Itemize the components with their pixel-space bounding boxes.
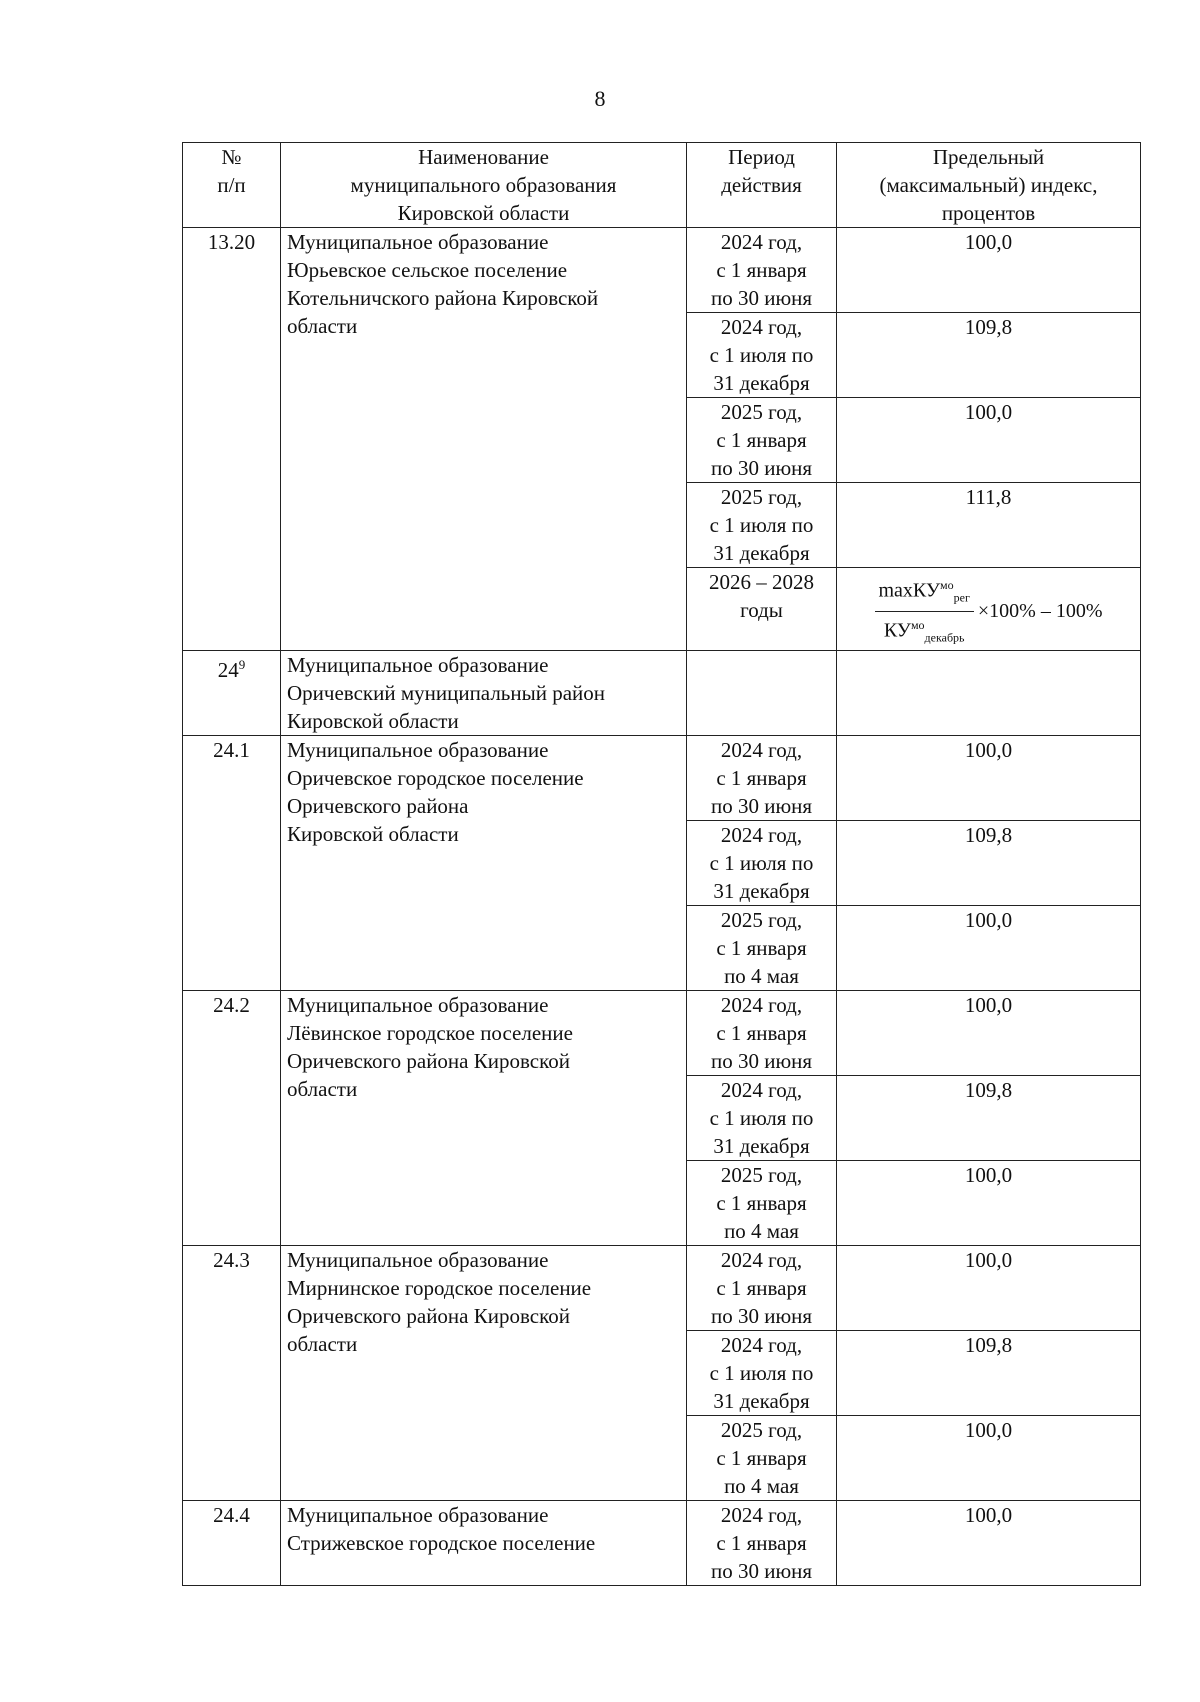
municipality-name: Муниципальное образование Юрьевское сельское поселение Котельничского района Кировской области: [281, 228, 687, 651]
table-row: [183, 1501, 1141, 1586]
index-value: 109,8: [837, 313, 1141, 398]
period-cell: 2024 год, с 1 июля по 31 декабря: [687, 821, 837, 906]
header-period: Период действия: [687, 143, 837, 228]
period-cell: 2024 год, с 1 июля по 31 декабря: [687, 313, 837, 398]
index-value: 109,8: [837, 1331, 1141, 1416]
index-value: 100,0: [837, 991, 1141, 1076]
period-cell: 2024 год, с 1 января по 30 июня: [687, 1246, 837, 1331]
period-cell: 2024 год, с 1 января по 30 июня: [687, 228, 837, 313]
row-number: 24.3: [183, 1246, 281, 1501]
row-number: 24.4: [183, 1501, 281, 1586]
index-value: 109,8: [837, 1076, 1141, 1161]
index-value: 111,8: [837, 483, 1141, 568]
formula-numerator-sup: мо: [940, 578, 954, 592]
index-value: 100,0: [837, 1501, 1141, 1586]
index-value: 109,8: [837, 821, 1141, 906]
municipality-name: Муниципальное образование Оричевский муниципальный район Кировской области: [281, 651, 687, 736]
municipality-name: Муниципальное образование Оричевское городское поселение Оричевского района Кировской области: [281, 736, 687, 991]
municipality-name: Муниципальное образование Лёвинское городское поселение Оричевского района Кировской области: [281, 991, 687, 1246]
header-number: № п/п: [183, 143, 281, 228]
period-cell: 2024 год, с 1 января по 30 июня: [687, 991, 837, 1076]
row-number: 24.2: [183, 991, 281, 1246]
period-cell: 2024 год, с 1 июля по 31 декабря: [687, 1076, 837, 1161]
index-formula: [843, 568, 1134, 650]
municipality-name: Муниципальное образование Мирнинское городское поселение Оричевского района Кировской области: [281, 1246, 687, 1501]
index-formula-cell: [837, 568, 1141, 651]
index-value: 100,0: [837, 1246, 1141, 1331]
header-municipality-name: Наименование муниципального образования Кировской области: [281, 143, 687, 228]
table-header-row: [183, 143, 1141, 228]
period-cell: 2025 год, с 1 июля по 31 декабря: [687, 483, 837, 568]
table-row: [183, 991, 1141, 1076]
period-cell: 2024 год, с 1 января по 30 июня: [687, 736, 837, 821]
index-value: 100,0: [837, 1161, 1141, 1246]
index-value: [837, 651, 1141, 736]
table-row: [183, 228, 1141, 313]
index-value: 100,0: [837, 1416, 1141, 1501]
row-number-main: 24: [217, 658, 239, 683]
period-cell: [687, 651, 837, 736]
table-row: [183, 651, 1141, 736]
period-cell: 2025 год, с 1 января по 4 мая: [687, 1416, 837, 1501]
index-value: 100,0: [837, 228, 1141, 313]
table-row: [183, 736, 1141, 821]
formula-denominator-main: КУ: [883, 619, 911, 642]
formula-numerator-sub: рег: [953, 590, 970, 605]
page-number: 8: [594, 86, 606, 111]
formula-denominator-sub: декабрь: [924, 630, 965, 645]
formula-denominator-sup: мо: [910, 617, 925, 632]
period-cell: 2025 год, с 1 января по 4 мая: [687, 906, 837, 991]
period-cell: 2026 – 2028 годы: [687, 568, 837, 651]
formula-denominator: [880, 612, 969, 651]
index-value: 100,0: [837, 736, 1141, 821]
period-cell: 2025 год, с 1 января по 30 июня: [687, 398, 837, 483]
row-number: 24.1: [183, 736, 281, 991]
index-value: 100,0: [837, 906, 1141, 991]
row-number: 13.20: [183, 228, 281, 651]
period-cell: 2024 год, с 1 января по 30 июня: [687, 1501, 837, 1586]
period-cell: 2025 год, с 1 января по 4 мая: [687, 1161, 837, 1246]
footnote-marker: 9: [238, 657, 246, 673]
municipality-name: Муниципальное образование Стрижевское городское поселение: [281, 1501, 687, 1586]
formula-numerator: [875, 572, 974, 612]
tariff-index-table: [182, 142, 1141, 1586]
table-row: [183, 1246, 1141, 1331]
formula-numerator-main: maxКУ: [878, 579, 941, 602]
row-number: [183, 651, 281, 736]
header-max-index: Предельный (максимальный) индекс, процентов: [837, 143, 1141, 228]
formula-tail: ×100% – 100%: [977, 600, 1103, 623]
index-value: 100,0: [837, 398, 1141, 483]
formula-fraction: [875, 572, 974, 650]
period-cell: 2024 год, с 1 июля по 31 декабря: [687, 1331, 837, 1416]
